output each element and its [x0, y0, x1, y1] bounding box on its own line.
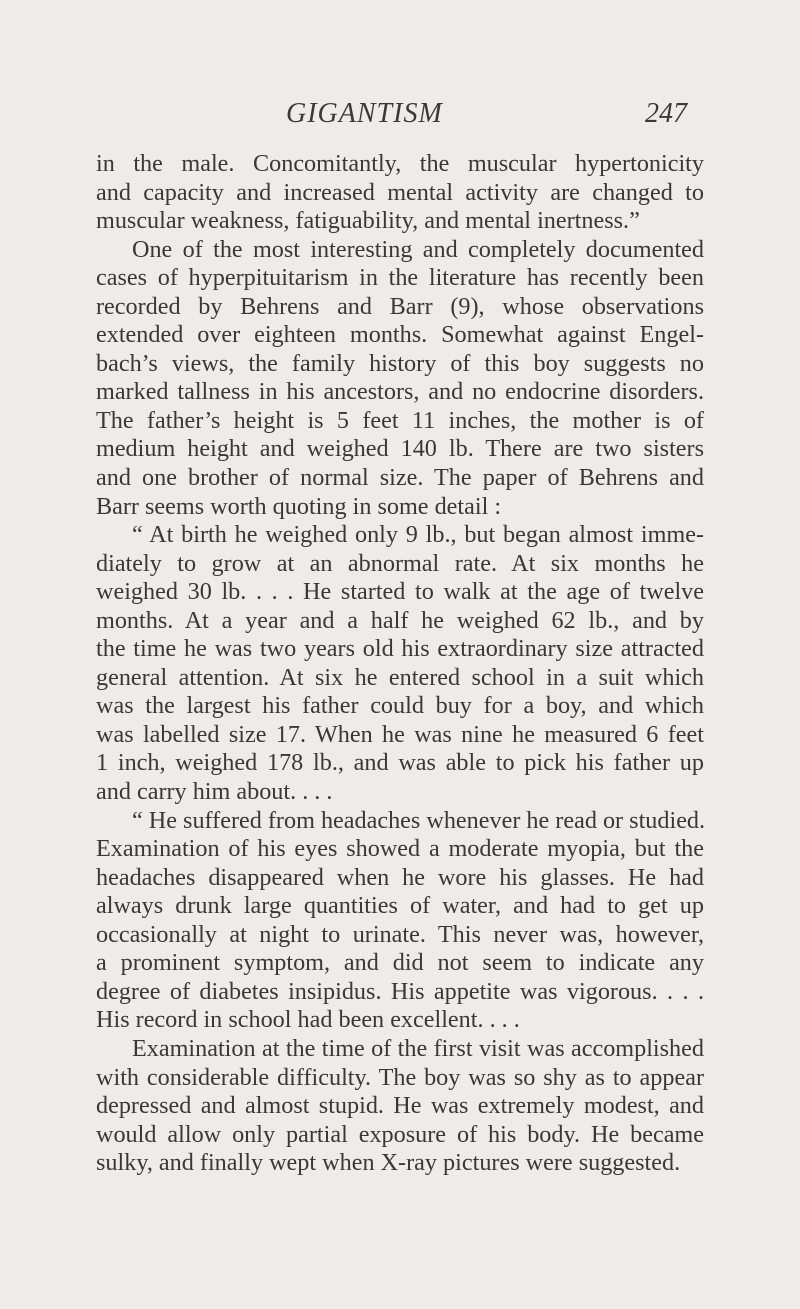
- text-line: occasionally at night to urinate. This never was, however,: [96, 920, 704, 948]
- text-line: with considerable difficulty. The boy was so shy as to appear: [96, 1063, 704, 1091]
- text-line: extended over eighteen months. Somewhat against Engel-: [96, 321, 704, 349]
- text-line: 1 inch, weighed 178 lb., and was able to pick his father up: [96, 749, 704, 777]
- text-line: in the male. Concomitantly, the muscular hypertonicity: [96, 150, 704, 177]
- text-line: Examination of his eyes showed a moderate myopia, but the: [96, 835, 704, 863]
- text-line: and capacity and increased mental activity are changed to: [96, 178, 704, 206]
- text-line: recorded by Behrens and Barr (9), whose observations: [96, 292, 704, 320]
- running-title: GIGANTISM: [286, 98, 443, 129]
- text-line: muscular weakness, fatiguability, and mental inertness.”: [96, 207, 640, 235]
- text-line: would allow only partial exposure of his body. He became: [96, 1120, 704, 1148]
- text-line: “ He suffered from headaches whenever he read or studied.: [132, 806, 706, 834]
- text-line: general attention. At six he entered school in a suit which: [96, 663, 704, 691]
- text-line: was the largest his father could buy for a boy, and which: [96, 692, 704, 720]
- text-line: diately to grow at an abnormal rate. At six months he: [96, 549, 704, 577]
- text-line: “ At birth he weighed only 9 lb., but began almost imme-: [132, 521, 704, 549]
- text-line: cases of hyperpituitarism in the literature has recently been: [96, 264, 704, 292]
- text-line: One of the most interesting and completely documented: [132, 235, 704, 263]
- text-line: marked tallness in his ancestors, and no endocrine disorders.: [96, 378, 704, 406]
- text-line: Examination at the time of the first visit was accomplished: [132, 1034, 704, 1062]
- text-line: months. At a year and a half he weighed 62 lb., and by: [96, 606, 704, 634]
- text-line: always drunk large quantities of water, and had to get up: [96, 892, 704, 920]
- text-line: sulky, and finally wept when X-ray pictures were suggested.: [96, 1149, 681, 1177]
- text-line: headaches disappeared when he wore his glasses. He had: [96, 863, 704, 891]
- text-line: weighed 30 lb. . . . He started to walk at the age of twelve: [96, 578, 704, 606]
- body-text: [96, 150, 704, 1178]
- text-line: and one brother of normal size. The paper of Behrens and: [96, 464, 704, 492]
- text-line: the time he was two years old his extraordinary size attracted: [96, 635, 704, 663]
- text-line: medium height and weighed 140 lb. There are two sisters: [96, 435, 704, 463]
- text-line: a prominent symptom, and did not seem to indicate any: [96, 949, 704, 977]
- text-line: The father’s height is 5 feet 11 inches, the mother is of: [96, 406, 704, 434]
- text-line: His record in school had been excellent. . . .: [96, 1006, 520, 1034]
- page-number: 247: [645, 98, 687, 129]
- running-head: [0, 98, 800, 138]
- text-line: bach’s views, the family history of this boy suggests no: [96, 349, 704, 377]
- text-line: and carry him about. . . .: [96, 778, 333, 806]
- text-line: degree of diabetes insipidus. His appetite was vigorous. . . .: [96, 977, 704, 1005]
- text-line: was labelled size 17. When he was nine he measured 6 feet: [96, 720, 704, 748]
- text-line: Barr seems worth quoting in some detail :: [96, 492, 502, 520]
- text-line: depressed and almost stupid. He was extremely modest, and: [96, 1092, 704, 1120]
